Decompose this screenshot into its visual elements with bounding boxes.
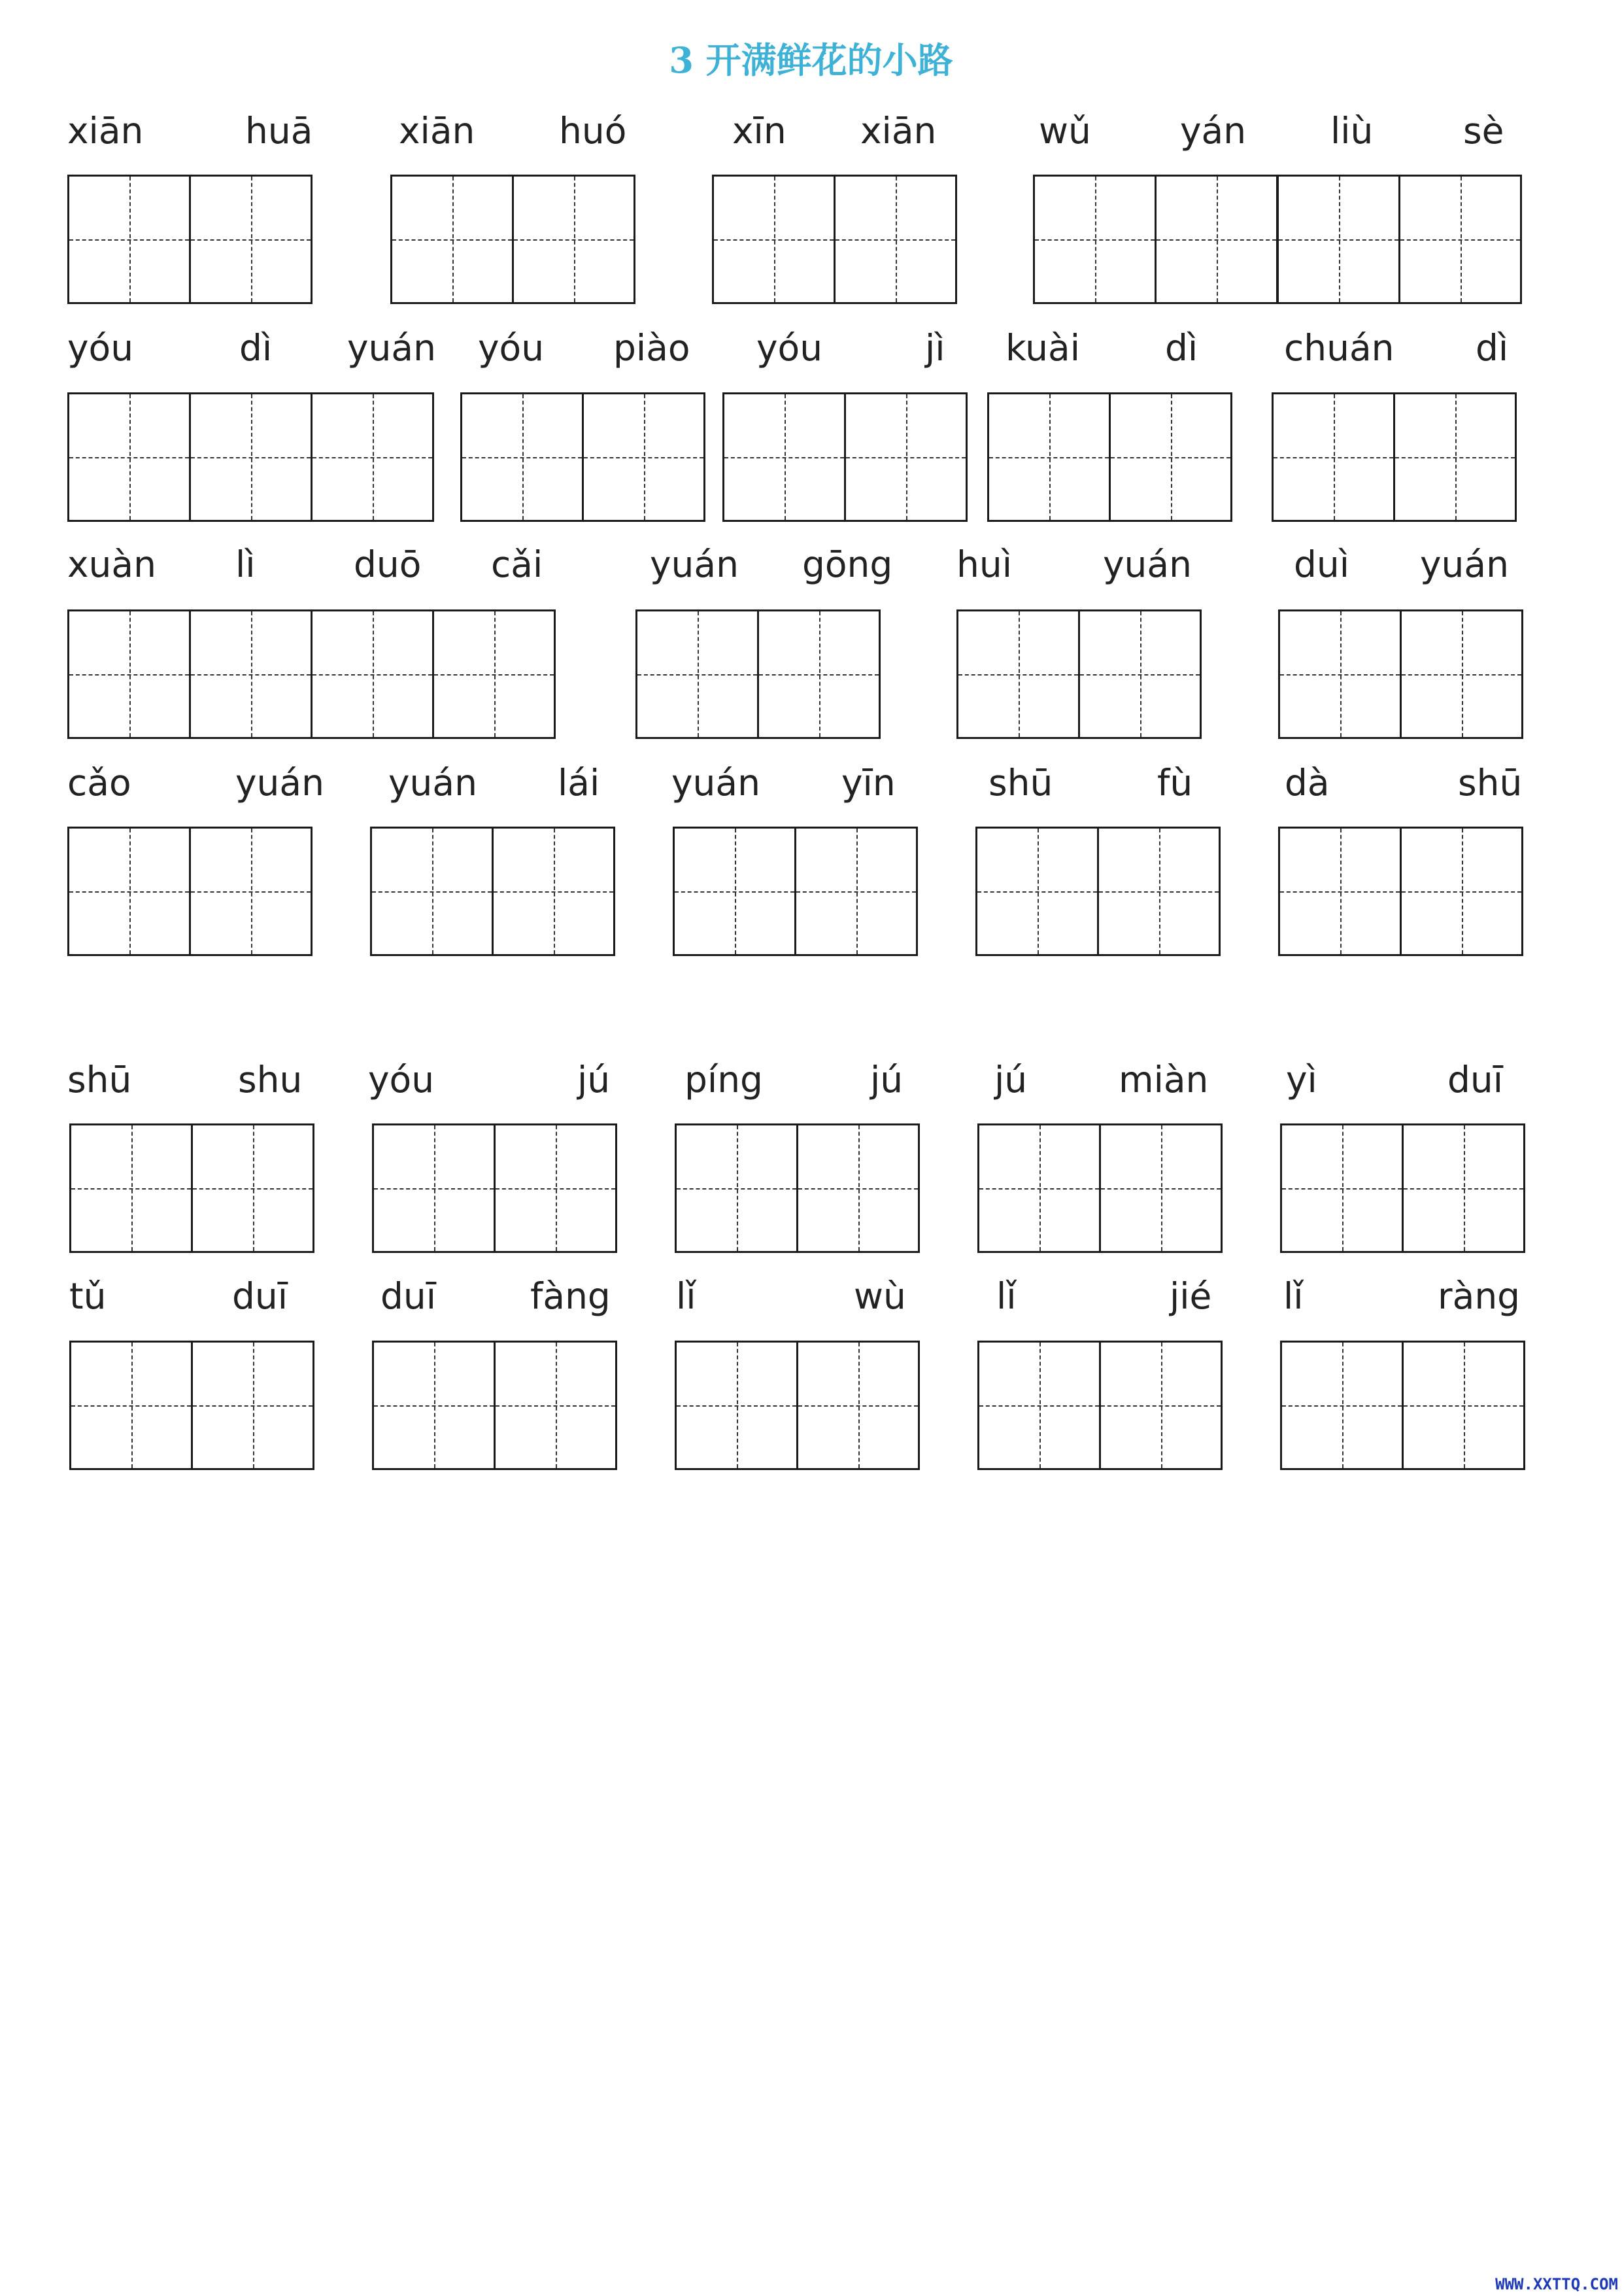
character-cell[interactable] bbox=[191, 829, 313, 954]
pinyin-label: shū bbox=[1458, 762, 1523, 804]
pinyin-label: sè bbox=[1463, 110, 1504, 152]
character-cell[interactable] bbox=[193, 1125, 314, 1251]
writing-grid[interactable] bbox=[372, 1341, 617, 1470]
writing-grid[interactable] bbox=[675, 1341, 920, 1470]
cell-guide-horizontal bbox=[71, 1405, 191, 1407]
cell-guide-horizontal bbox=[71, 1188, 191, 1190]
pinyin-label: jié bbox=[1170, 1275, 1212, 1317]
pinyin-label: huì bbox=[956, 543, 1012, 585]
character-cell[interactable] bbox=[1402, 829, 1523, 954]
character-cell[interactable] bbox=[494, 829, 615, 954]
pinyin-label: yì bbox=[1286, 1059, 1317, 1101]
character-cell[interactable] bbox=[584, 394, 705, 520]
pinyin-label: gōng bbox=[802, 543, 893, 585]
cell-guide-horizontal bbox=[69, 674, 189, 676]
writing-grid[interactable] bbox=[1278, 609, 1523, 739]
character-cell[interactable] bbox=[677, 1125, 798, 1251]
writing-grid[interactable] bbox=[1278, 827, 1523, 956]
pinyin-label: jì bbox=[925, 327, 945, 369]
pinyin-label: xiān bbox=[399, 110, 475, 152]
cell-guide-horizontal bbox=[677, 1188, 796, 1190]
character-cell[interactable] bbox=[372, 829, 494, 954]
writing-grid[interactable] bbox=[1280, 1123, 1525, 1253]
character-cell[interactable] bbox=[979, 1343, 1101, 1468]
writing-grid[interactable] bbox=[67, 392, 434, 522]
cell-guide-horizontal bbox=[191, 891, 311, 893]
cell-guide-horizontal bbox=[714, 239, 834, 241]
cell-guide-horizontal bbox=[1402, 674, 1521, 676]
character-cell[interactable] bbox=[392, 177, 514, 302]
cell-guide-horizontal bbox=[1280, 891, 1400, 893]
pinyin-label: cǎi bbox=[491, 543, 543, 585]
cell-guide-horizontal bbox=[1400, 239, 1520, 241]
character-cell[interactable] bbox=[374, 1343, 496, 1468]
writing-grid[interactable] bbox=[975, 827, 1221, 956]
cell-guide-horizontal bbox=[979, 1188, 1099, 1190]
cell-guide-horizontal bbox=[462, 457, 582, 458]
cell-guide-horizontal bbox=[836, 239, 955, 241]
writing-grid[interactable] bbox=[956, 609, 1202, 739]
pinyin-label: huā bbox=[245, 110, 313, 152]
cell-guide-horizontal bbox=[798, 1405, 918, 1407]
pinyin-label: huó bbox=[559, 110, 627, 152]
cell-guide-horizontal bbox=[1035, 239, 1155, 241]
cell-guide-horizontal bbox=[494, 891, 613, 893]
character-cell[interactable] bbox=[69, 611, 191, 737]
cell-guide-horizontal bbox=[759, 674, 879, 676]
character-cell[interactable] bbox=[836, 177, 957, 302]
cell-guide-horizontal bbox=[69, 239, 189, 241]
writing-grid[interactable] bbox=[372, 1123, 617, 1253]
writing-grid[interactable] bbox=[67, 827, 313, 956]
cell-guide-horizontal bbox=[374, 1188, 494, 1190]
writing-grid[interactable] bbox=[977, 1123, 1223, 1253]
character-cell[interactable] bbox=[69, 829, 191, 954]
pinyin-label: yīn bbox=[841, 762, 896, 804]
character-cell[interactable] bbox=[462, 394, 584, 520]
character-cell[interactable] bbox=[69, 177, 191, 302]
page-title: 3 开满鲜花的小路 bbox=[669, 39, 953, 81]
pinyin-label: kuài bbox=[1005, 327, 1081, 369]
character-cell[interactable] bbox=[1274, 394, 1395, 520]
character-cell[interactable] bbox=[1280, 611, 1402, 737]
character-cell[interactable] bbox=[374, 1125, 496, 1251]
pinyin-label: duō bbox=[354, 543, 422, 585]
cell-guide-horizontal bbox=[677, 1405, 796, 1407]
character-cell[interactable] bbox=[677, 1343, 798, 1468]
pinyin-label: yóu bbox=[67, 327, 134, 369]
character-cell[interactable] bbox=[191, 177, 313, 302]
character-cell[interactable] bbox=[1080, 611, 1202, 737]
character-cell[interactable] bbox=[434, 611, 556, 737]
character-cell[interactable] bbox=[714, 177, 836, 302]
writing-grid[interactable] bbox=[987, 392, 1232, 522]
cell-guide-horizontal bbox=[798, 1188, 918, 1190]
cell-guide-horizontal bbox=[1282, 1405, 1402, 1407]
cell-guide-horizontal bbox=[846, 457, 966, 458]
character-cell[interactable] bbox=[191, 394, 313, 520]
character-cell[interactable] bbox=[1280, 829, 1402, 954]
cell-guide-horizontal bbox=[191, 674, 311, 676]
cell-guide-horizontal bbox=[191, 457, 311, 458]
pinyin-label: píng bbox=[684, 1059, 763, 1101]
writing-grid[interactable] bbox=[675, 1123, 920, 1253]
cell-guide-horizontal bbox=[1157, 239, 1276, 241]
writing-grid[interactable] bbox=[1277, 175, 1522, 304]
pinyin-label: jú bbox=[870, 1059, 904, 1101]
cell-guide-horizontal bbox=[1395, 457, 1515, 458]
writing-grid[interactable] bbox=[370, 827, 615, 956]
character-cell[interactable] bbox=[496, 1125, 617, 1251]
pinyin-label: yóu bbox=[368, 1059, 435, 1101]
cell-guide-horizontal bbox=[496, 1405, 615, 1407]
cell-guide-horizontal bbox=[979, 1405, 1099, 1407]
cell-guide-horizontal bbox=[1099, 891, 1219, 893]
character-cell[interactable] bbox=[979, 1125, 1101, 1251]
character-cell[interactable] bbox=[1402, 611, 1523, 737]
character-cell[interactable] bbox=[1400, 177, 1522, 302]
pinyin-label: lǐ bbox=[676, 1275, 696, 1317]
character-cell[interactable] bbox=[71, 1125, 193, 1251]
character-cell[interactable] bbox=[1101, 1343, 1223, 1468]
writing-grid[interactable] bbox=[67, 609, 556, 739]
cell-guide-horizontal bbox=[584, 457, 703, 458]
writing-grid[interactable] bbox=[635, 609, 881, 739]
writing-grid[interactable] bbox=[1280, 1341, 1525, 1470]
cell-guide-horizontal bbox=[193, 1188, 313, 1190]
pinyin-label: yuán bbox=[650, 543, 739, 585]
pinyin-label: yuán bbox=[1420, 543, 1509, 585]
character-cell[interactable] bbox=[191, 611, 313, 737]
cell-guide-horizontal bbox=[496, 1188, 615, 1190]
pinyin-label: ràng bbox=[1438, 1275, 1521, 1317]
character-cell[interactable] bbox=[193, 1343, 314, 1468]
pinyin-label: xiān bbox=[67, 110, 144, 152]
cell-guide-horizontal bbox=[191, 239, 311, 241]
pinyin-label: xuàn bbox=[67, 543, 156, 585]
pinyin-label: yuán bbox=[388, 762, 477, 804]
pinyin-label: chuán bbox=[1284, 327, 1394, 369]
cell-guide-horizontal bbox=[989, 457, 1109, 458]
pinyin-label: yóu bbox=[478, 327, 545, 369]
cell-guide-horizontal bbox=[374, 1405, 494, 1407]
pinyin-label: lǐ bbox=[1283, 1275, 1304, 1317]
character-cell[interactable] bbox=[637, 611, 759, 737]
pinyin-label: wù bbox=[854, 1275, 906, 1317]
character-cell[interactable] bbox=[759, 611, 881, 737]
cell-guide-horizontal bbox=[1404, 1188, 1523, 1190]
character-cell[interactable] bbox=[675, 829, 796, 954]
pinyin-label: yán bbox=[1180, 110, 1247, 152]
pinyin-label: liù bbox=[1330, 110, 1374, 152]
pinyin-label: dì bbox=[239, 327, 273, 369]
pinyin-label: lì bbox=[235, 543, 256, 585]
cell-guide-horizontal bbox=[724, 457, 844, 458]
writing-grid[interactable] bbox=[712, 175, 957, 304]
pinyin-label: dà bbox=[1285, 762, 1330, 804]
writing-grid[interactable] bbox=[1272, 392, 1517, 522]
pinyin-label: duī bbox=[232, 1275, 288, 1317]
cell-guide-horizontal bbox=[1280, 674, 1400, 676]
pinyin-label: shu bbox=[238, 1059, 303, 1101]
pinyin-label: duī bbox=[380, 1275, 437, 1317]
pinyin-label: xiān bbox=[860, 110, 937, 152]
character-cell[interactable] bbox=[1111, 394, 1232, 520]
pinyin-label: duì bbox=[1294, 543, 1350, 585]
pinyin-label: cǎo bbox=[67, 762, 131, 804]
character-cell[interactable] bbox=[496, 1343, 617, 1468]
cell-guide-horizontal bbox=[372, 891, 492, 893]
cell-guide-horizontal bbox=[977, 891, 1097, 893]
character-cell[interactable] bbox=[977, 829, 1099, 954]
cell-guide-horizontal bbox=[637, 674, 757, 676]
cell-guide-horizontal bbox=[796, 891, 916, 893]
pinyin-label: tǔ bbox=[69, 1275, 107, 1317]
writing-grid[interactable] bbox=[67, 175, 313, 304]
pinyin-label: lái bbox=[558, 762, 600, 804]
cell-guide-horizontal bbox=[1274, 457, 1393, 458]
character-cell[interactable] bbox=[1099, 829, 1221, 954]
character-cell[interactable] bbox=[1101, 1125, 1223, 1251]
writing-grid[interactable] bbox=[390, 175, 635, 304]
pinyin-label: duī bbox=[1447, 1059, 1504, 1101]
site-watermark: WWW.XXTTQ.COM bbox=[1495, 2275, 1618, 2293]
cell-guide-horizontal bbox=[958, 674, 1078, 676]
pinyin-label: yóu bbox=[756, 327, 823, 369]
character-cell[interactable] bbox=[1282, 1343, 1404, 1468]
writing-grid[interactable] bbox=[1033, 175, 1278, 304]
character-cell[interactable] bbox=[1404, 1343, 1525, 1468]
cell-guide-horizontal bbox=[1101, 1405, 1221, 1407]
pinyin-label: jú bbox=[577, 1059, 611, 1101]
character-cell[interactable] bbox=[313, 611, 434, 737]
pinyin-label: yuán bbox=[671, 762, 760, 804]
character-cell[interactable] bbox=[1395, 394, 1517, 520]
character-cell[interactable] bbox=[796, 829, 918, 954]
cell-guide-horizontal bbox=[193, 1405, 313, 1407]
pinyin-label: yuán bbox=[1103, 543, 1192, 585]
cell-guide-horizontal bbox=[1404, 1405, 1523, 1407]
pinyin-label: dì bbox=[1476, 327, 1509, 369]
pinyin-label: lǐ bbox=[996, 1275, 1017, 1317]
pinyin-label: jú bbox=[994, 1059, 1028, 1101]
writing-grid[interactable] bbox=[460, 392, 705, 522]
cell-guide-horizontal bbox=[392, 239, 512, 241]
cell-guide-horizontal bbox=[313, 674, 432, 676]
character-cell[interactable] bbox=[989, 394, 1111, 520]
cell-guide-horizontal bbox=[1111, 457, 1230, 458]
character-cell[interactable] bbox=[69, 394, 191, 520]
character-cell[interactable] bbox=[514, 177, 635, 302]
writing-grid[interactable] bbox=[69, 1123, 314, 1253]
character-cell[interactable] bbox=[724, 394, 846, 520]
pinyin-label: fàng bbox=[530, 1275, 611, 1317]
writing-grid[interactable] bbox=[722, 392, 968, 522]
writing-grid[interactable] bbox=[977, 1341, 1223, 1470]
character-cell[interactable] bbox=[1035, 177, 1157, 302]
cell-guide-horizontal bbox=[1080, 674, 1200, 676]
character-cell[interactable] bbox=[1157, 177, 1278, 302]
cell-guide-horizontal bbox=[675, 891, 794, 893]
pinyin-label: xīn bbox=[732, 110, 786, 152]
pinyin-label: yuán bbox=[347, 327, 436, 369]
cell-guide-horizontal bbox=[313, 457, 432, 458]
cell-guide-horizontal bbox=[1101, 1188, 1221, 1190]
cell-guide-horizontal bbox=[1279, 239, 1398, 241]
pinyin-label: miàn bbox=[1119, 1059, 1209, 1101]
character-cell[interactable] bbox=[798, 1343, 920, 1468]
character-cell[interactable] bbox=[958, 611, 1080, 737]
writing-grid[interactable] bbox=[673, 827, 918, 956]
cell-guide-horizontal bbox=[1282, 1188, 1402, 1190]
character-cell[interactable] bbox=[1282, 1125, 1404, 1251]
pinyin-label: shū bbox=[988, 762, 1053, 804]
pinyin-label: piào bbox=[613, 327, 690, 369]
character-cell[interactable] bbox=[313, 394, 434, 520]
pinyin-label: shū bbox=[67, 1059, 132, 1101]
cell-guide-horizontal bbox=[1402, 891, 1521, 893]
cell-guide-horizontal bbox=[69, 891, 189, 893]
character-cell[interactable] bbox=[846, 394, 968, 520]
character-cell[interactable] bbox=[798, 1125, 920, 1251]
cell-guide-horizontal bbox=[434, 674, 554, 676]
character-cell[interactable] bbox=[1404, 1125, 1525, 1251]
pinyin-label: dì bbox=[1165, 327, 1198, 369]
pinyin-label: wǔ bbox=[1039, 110, 1091, 152]
pinyin-label: yuán bbox=[235, 762, 324, 804]
writing-grid[interactable] bbox=[69, 1341, 314, 1470]
cell-guide-horizontal bbox=[69, 457, 189, 458]
character-cell[interactable] bbox=[1279, 177, 1400, 302]
cell-guide-horizontal bbox=[514, 239, 634, 241]
character-cell[interactable] bbox=[71, 1343, 193, 1468]
pinyin-label: fù bbox=[1157, 762, 1193, 804]
